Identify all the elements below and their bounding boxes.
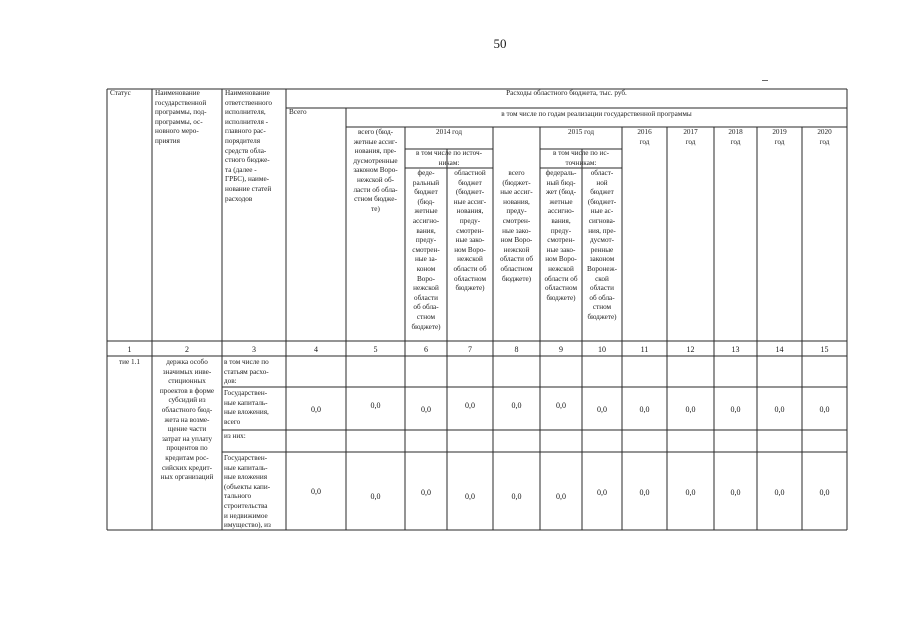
header-total: Всего xyxy=(289,108,307,116)
header-year-2020: 2020 год xyxy=(817,128,832,146)
column-number: 5 xyxy=(373,345,378,354)
cell-value: 0,0 xyxy=(511,401,522,410)
column-number: 13 xyxy=(731,345,740,354)
column-number: 2 xyxy=(185,345,189,354)
header-by-sources-2015: в том числе по ис- точникам: xyxy=(553,149,609,167)
column-number: 9 xyxy=(559,345,563,354)
cell-value: 0,0 xyxy=(511,492,522,501)
cell-value: 0,0 xyxy=(421,405,431,414)
cell-value: 0,0 xyxy=(774,488,785,497)
cell-value: 0,0 xyxy=(730,488,741,497)
cell-value: 0,0 xyxy=(819,488,830,497)
row-label-capital-objects: Государствен- ные капиталь- ные вложения (объекты капи- тального строительства и недвижимое имущество), из xyxy=(224,454,271,530)
header-regional-2015: област- ной бюджет (бюджет- ные ас- сигнова- ния, пре- дусмот- ренные законом Воронеж- ской области об обла- стном бюджете) xyxy=(587,169,617,321)
header-year-2017: 2017 год xyxy=(683,128,698,146)
cell-value: 0,0 xyxy=(370,492,381,501)
cell-value: 0,0 xyxy=(819,405,830,414)
cell-value: 0,0 xyxy=(685,488,696,497)
column-number: 12 xyxy=(686,345,695,354)
column-number: 7 xyxy=(468,345,472,354)
cell-value: 0,0 xyxy=(639,488,650,497)
column-number: 11 xyxy=(640,345,649,354)
header-status: Статус xyxy=(110,89,131,97)
cell-value: 0,0 xyxy=(685,405,696,414)
header-by-years: в том числе по годам реализации государственной программы xyxy=(501,110,692,118)
cell-value: 0,0 xyxy=(730,405,741,414)
column-number: 4 xyxy=(314,345,318,354)
column-number: 6 xyxy=(424,345,428,354)
row-label-articles: в том числе по статьям расхо- дов: xyxy=(224,358,269,386)
column-number: 8 xyxy=(514,345,519,354)
cell-value: 0,0 xyxy=(774,405,785,414)
header-year-2018: 2018 год xyxy=(728,128,743,146)
cell-value: 0,0 xyxy=(465,492,475,501)
cell-value: 0,0 xyxy=(465,401,475,410)
cell-value: 0,0 xyxy=(639,405,650,414)
header-expenses-title: Расходы областного бюджета, тыс. руб. xyxy=(506,89,627,97)
row-status: тие 1.1 xyxy=(119,358,140,366)
header-year-2019: 2019 год xyxy=(772,128,787,146)
header-federal-2015: федераль- ный бюд- жет (бюд- жетные ассигно- вания, преду- смотрен- ные зако- ном Воро- нежской области об областном бюджете) xyxy=(544,169,578,302)
column-number: 10 xyxy=(598,345,606,354)
column-number: 14 xyxy=(775,345,784,354)
cell-value: 0,0 xyxy=(421,488,431,497)
column-number: 15 xyxy=(820,345,829,354)
header-year-2015: 2015 год xyxy=(568,128,594,136)
header-regional-2014: областной бюджет (бюджет- ные ассиг- нования, преду- смотрен- ные зако- ном Воро- нежской области об областном бюджете) xyxy=(453,169,487,293)
column-number: 3 xyxy=(252,345,256,354)
row-program: держка особо значимых инве- стиционных проектов в форме субсидий из областного бюд- жета на возме- щение части затрат на уплату процентов по кредитам рос- сийских кредит- ных организаций xyxy=(159,358,215,482)
row-label-of-them: из них: xyxy=(224,432,246,440)
cell-value: 0,0 xyxy=(597,405,607,414)
header-total-2015: всего (бюджет- ные ассиг- нования, преду- смотрен- ные зако- ном Воро- нежской области об областном бюджете) xyxy=(499,169,534,283)
header-program-name: Наименование государственной программы, под- программы, ос- новного меро- приятия xyxy=(155,89,207,145)
header-federal-2014: феде- ральный бюджет (бюд- жетные ассигно- вания, преду- смотрен- ные за- коном Воро- нежской области об обла- стном бюджете) xyxy=(411,169,441,331)
header-by-sources-2014: в том числе по источ- никам: xyxy=(416,149,482,167)
cell-value: 0,0 xyxy=(556,492,566,501)
header-executor-name: Наименование ответственного исполнителя, исполнителя - главного рас- порядителя средств обла- стного бюдже- та (далее - ГРБС), наиме- нование статей расходов xyxy=(225,89,272,203)
header-total-law: всего (бюд- жетные ассиг- нования, пре- дусмотренные законом Воро- нежской об- ласти об обла- стном бюдже- те) xyxy=(353,128,398,213)
cell-value: 0,0 xyxy=(556,401,566,410)
cell-value: 0,0 xyxy=(311,487,321,496)
cell-value: 0,0 xyxy=(370,401,381,410)
header-year-2016: 2016 год xyxy=(637,128,652,146)
row-label-capital-total: Государствен- ные капиталь- ные вложения, всего xyxy=(224,389,269,426)
column-number: 1 xyxy=(127,345,132,354)
cell-value: 0,0 xyxy=(597,488,607,497)
cell-value: 0,0 xyxy=(311,405,321,414)
page-number: 50 xyxy=(493,36,507,51)
header-year-2014: 2014 год xyxy=(436,128,462,136)
